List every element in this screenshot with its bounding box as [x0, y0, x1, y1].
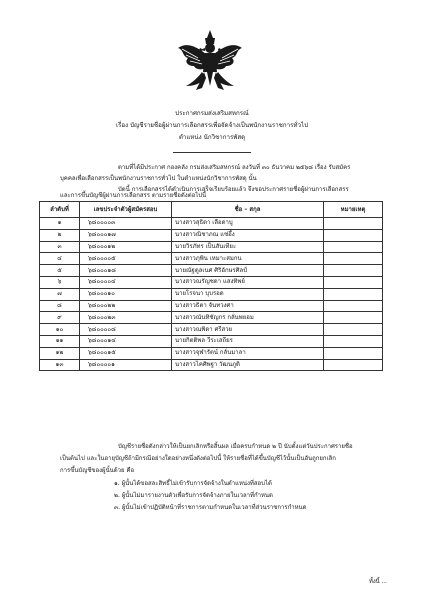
row-applicant-id: ๖๘๐๐๐๑๗	[80, 229, 172, 241]
closing-line-3: การขึ้นบัญชีของผู้นั้นด้วย คือ	[60, 467, 135, 474]
announcement-title: ประกาศกรมส่งเสริมสหกรณ์	[175, 110, 249, 117]
row-remark	[324, 241, 383, 253]
row-name: นายโรจนา บุบรอด	[172, 288, 324, 300]
row-order: ๘	[40, 300, 80, 312]
row-order: ๖	[40, 276, 80, 288]
paragraph-2-line-1: บัดนี้ การเลือกสรรได้ดำเนินการเสร็จเรียบร้อยแล้ว จึงขอประกาศรายชื่อผู้ผ่านการเลือกสรร	[118, 186, 349, 193]
row-order: ๒	[40, 229, 80, 241]
paragraph-1-line-2: บุคคลเพื่อเลือกสรรเป็นพนักงานราชการทั่วไป ในตำแหน่งนักวิชาการพัสดุ นั้น	[60, 175, 257, 182]
row-name: นางสาวณพิดา ศรีสวย	[172, 324, 324, 336]
row-order: ๑๒	[40, 347, 80, 359]
table-row	[40, 312, 383, 324]
row-remark	[324, 324, 383, 336]
row-remark	[324, 312, 383, 324]
row-order: ๙	[40, 312, 80, 324]
row-remark	[324, 218, 383, 230]
table-row	[40, 218, 383, 230]
row-remark	[324, 265, 383, 277]
row-name: นางสาวจุฬารัตน์ กลั่นมาลา	[172, 347, 324, 359]
table-row	[40, 288, 383, 300]
row-name: นางสาวไคศิพฐา วัฒนภูติ	[172, 359, 324, 371]
table-row	[40, 276, 383, 288]
row-remark	[324, 288, 383, 300]
row-name: นางสาวณันทิชัญกร กลั่นพยอม	[172, 312, 324, 324]
announcement-subject: เรื่อง บัญชีรายชื่อผู้ผ่านการเลือกสรรเพื่อจัดจ้างเป็นพนักงานราชการทั่วไป	[115, 122, 309, 129]
paragraph-2-line-2: และการขึ้นบัญชีผู้ผ่านการเลือกสรร ตามรายชื่อดังต่อไปนี้	[60, 192, 207, 199]
row-order: ๔	[40, 253, 80, 265]
row-order: ๑๑	[40, 335, 80, 347]
row-applicant-id: ๖๘๐๐๐๑๘	[80, 265, 172, 277]
row-name: นายกิตติพล วีระเสถียร	[172, 335, 324, 347]
row-applicant-id: ๖๘๐๐๐๑๒	[80, 241, 172, 253]
announcement-position: ตำแหน่ง นักวิชาการพัสดุ	[178, 134, 246, 141]
row-applicant-id: ๖๘๐๐๐๑๐	[80, 288, 172, 300]
header-remark: หมายเหตุ	[324, 202, 383, 218]
garuda-emblem	[176, 28, 244, 92]
row-name: นางสาวสุธิดา เลือดาบู	[172, 218, 324, 230]
row-order: ๑๓	[40, 359, 80, 371]
row-order: ๑๐	[40, 324, 80, 336]
table-header-row	[40, 202, 383, 218]
table-row	[40, 241, 383, 253]
row-name: นางสาวภุพิน เหมาะสมกน	[172, 253, 324, 265]
row-name: นางสาวธิตา จันทวงศา	[172, 300, 324, 312]
row-applicant-id: ๖๘๐๐๐๒๒	[80, 300, 172, 312]
row-remark	[324, 229, 383, 241]
row-name: นายวิรภัทร เป็นสันเทียะ	[172, 241, 324, 253]
row-remark	[324, 347, 383, 359]
row-remark	[324, 253, 383, 265]
paragraph-1-line-1: ตามที่ได้มีประกาศ กองคลัง กรมส่งเสริมสหกรณ์ ลงวันที่ ๓๐ ธันวาคม ๒๕๖๘ เรื่อง รับสมัคร	[118, 164, 351, 171]
row-applicant-id: ๖๘๐๐๐๐๘	[80, 324, 172, 336]
row-remark	[324, 335, 383, 347]
table-row	[40, 265, 383, 277]
table-row	[40, 359, 383, 371]
row-applicant-id: ๖๘๐๐๐๒๓	[80, 312, 172, 324]
row-applicant-id: ๖๘๐๐๐๐๕	[80, 253, 172, 265]
condition-3: ๓. ผู้นั้นไม่เข้าปฏิบัติหน้าที่ราชการตามกำหนดในเวลาที่ส่วนราชการกำหนด	[114, 504, 307, 511]
continued-marker: ทั้งนี้ ...	[369, 579, 387, 585]
table-row	[40, 347, 383, 359]
row-name: นางสาวณรัญชดา แสงทิพย์	[172, 276, 324, 288]
row-applicant-id: ๖๘๐๐๐๑๕	[80, 347, 172, 359]
table-row	[40, 229, 383, 241]
divider-line	[173, 152, 251, 153]
row-order: ๑	[40, 218, 80, 230]
condition-1: ๑. ผู้นั้นได้ขอสละสิทธิ์ไม่เข้ารับการจัดจ้างในตำแหน่งที่สอบได้	[114, 480, 272, 487]
row-order: ๕	[40, 265, 80, 277]
table-row	[40, 300, 383, 312]
row-applicant-id: ๖๘๐๐๐๐๓	[80, 218, 172, 230]
condition-2: ๒. ผู้นั้นไม่มารายงานตัวเพื่อรับการจัดจ้างภายในเวลาที่กำหนด	[114, 492, 273, 499]
closing-line-2: เป็นต้นไป และในอายุบัญชีถ้ามีกรณีอย่างใดอย่างหนึ่งดังต่อไปนี้ ให้รายชื่อที่ได้ขึ้นบัญชีไว้นั้นเป็นอันถูกยกเลิก	[60, 455, 336, 462]
row-remark	[324, 359, 383, 371]
table-row	[40, 253, 383, 265]
closing-line-1: บัญชีรายชื่อดังกล่าวให้เป็นยกเลิกหรือสิ้นผล เมื่อครบกำหนด ๒ ปี นับตั้งแต่วันประกาศรายชื่อ	[118, 443, 353, 450]
row-order: ๗	[40, 288, 80, 300]
row-applicant-id: ๖๘๐๐๐๑๔	[80, 335, 172, 347]
row-remark	[324, 300, 383, 312]
row-order: ๓	[40, 241, 80, 253]
row-applicant-id: ๖๘๐๐๐๐๔	[80, 276, 172, 288]
table-row	[40, 324, 383, 336]
row-name: นายณัฐดูลเนศ ศิริอักษรศิลป์	[172, 265, 324, 277]
row-applicant-id: ๖๘๐๐๐๐๑	[80, 359, 172, 371]
header-order: ลำดับที่	[40, 202, 80, 218]
row-name: นางสาวณิชาภณ แซ่อึ้ง	[172, 229, 324, 241]
results-table	[39, 201, 383, 371]
row-remark	[324, 276, 383, 288]
header-applicant-id: เลขประจำตัวผู้สมัครสอบ	[80, 202, 172, 218]
table-row	[40, 335, 383, 347]
header-name: ชื่อ – สกุล	[172, 202, 324, 218]
